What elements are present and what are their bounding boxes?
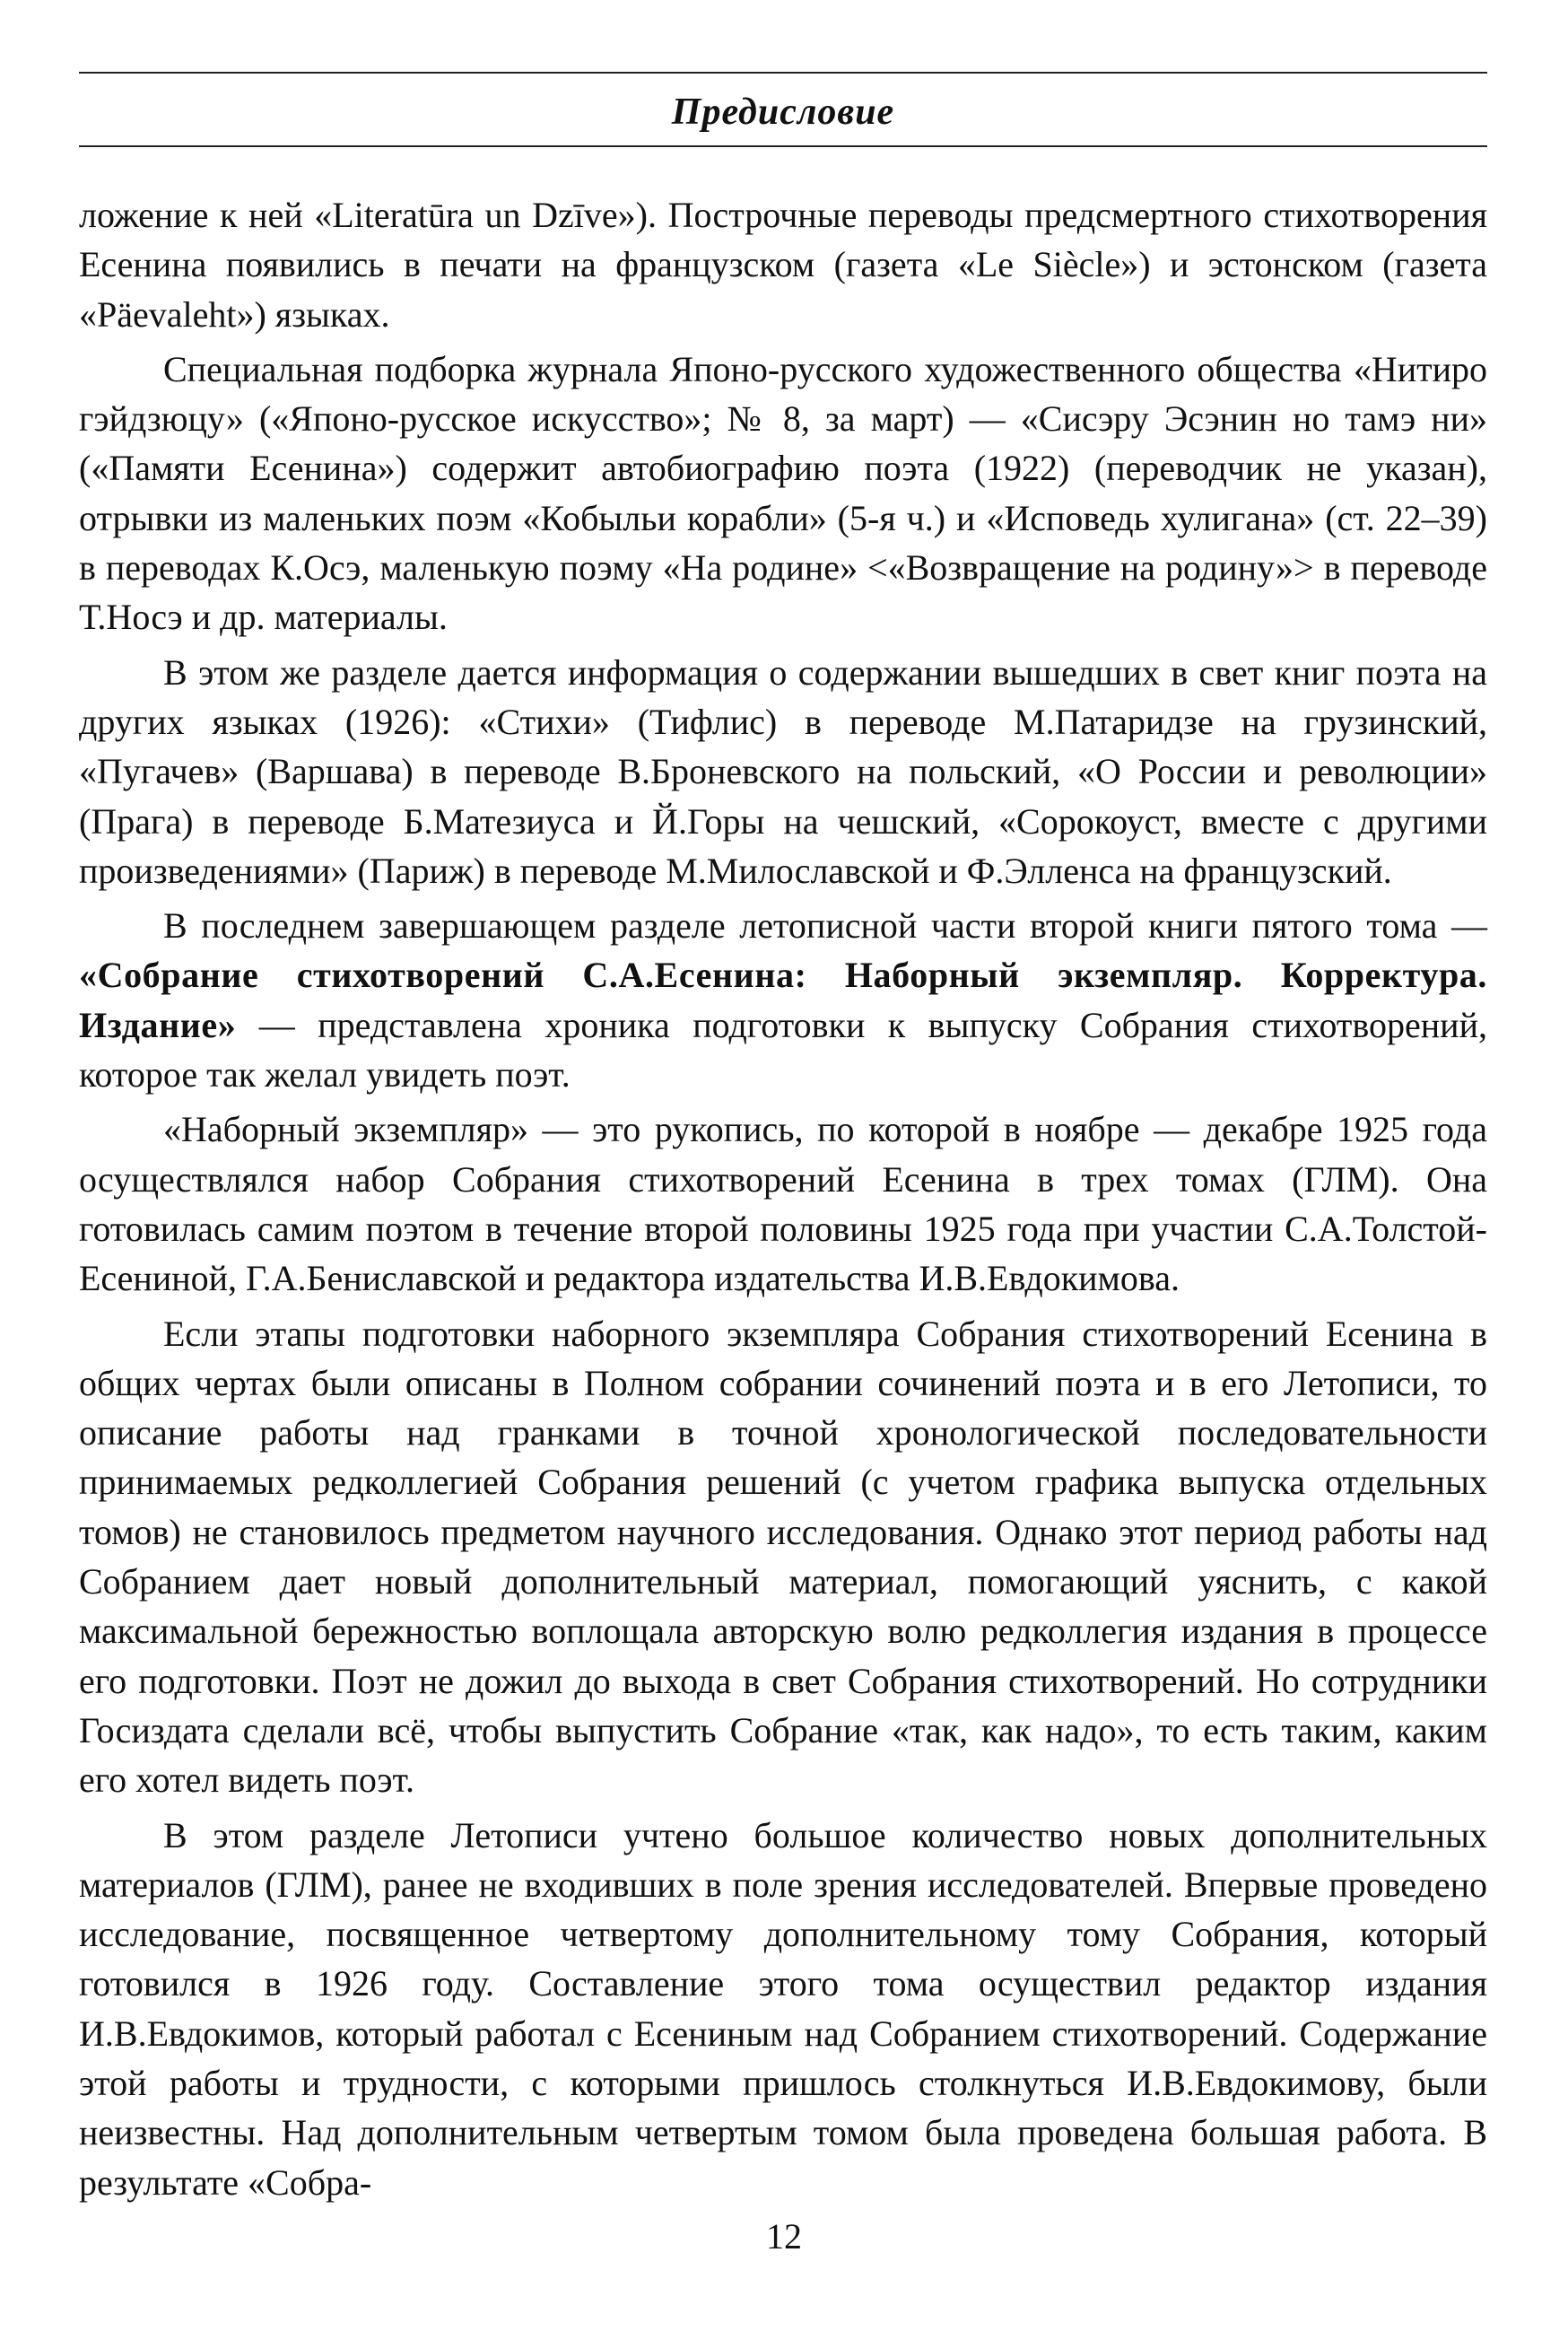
paragraph-5: «Наборный экземпляр» — это рукопись, по которой в ноябре — декабре 1925 года осуществлялся набор Собрания стихотворений Есенина в трех томах (ГЛМ). Она готовилась самим поэтом в течение второй половины 1925 года при участии С.А.Толстой-Есениной, Г.А.Бениславской и редактора издательства И.В.Евдокимова. bbox=[79, 1109, 1487, 1299]
paragraph-2: Специальная подборка журнала Японо-русского художественного общества «Нитиро гэйдзюцу» («Японо-русское искусство»; № 8, за март) — «Сисэру Эсэнин но тамэ ни» («Памяти Есенина») содержит автобиографию поэта (1922) (переводчик не указан), отрывки из маленьких поэм «Кобыльи корабли» (5-я ч.) и «Исповедь хулигана» (ст. 22–39) в переводах К.Осэ, маленькую поэму «На родине» <«Возвращение на родину»> в переводе Т.Носэ и др. материалы. bbox=[79, 348, 1487, 638]
body-text bbox=[79, 190, 1487, 2207]
paragraph-4 bbox=[79, 901, 1487, 1099]
paragraph-3: В этом же разделе дается информация о содержании вышедших в свет книг поэта на других языках (1926): «Стихи» (Тифлис) в переводе М.Патаридзе на грузинский, «Пугачев» (Варшава) в переводе В.Броневского на польский, «О России и революции» (Прага) в переводе Б.Матезиуса и Й.Горы на чешский, «Сорокоуст, вместе с другими произведениями» (Париж) в переводе М.Милославской и Ф.Элленса на французский. bbox=[79, 651, 1487, 891]
paragraph-1: ложение к ней «Literatūra un Dzīve»). Построчные переводы предсмертного стихотворения Есенина появились в печати на французском (газета «Le Siècle») и эстонском (газета «Päevaleht») языках. bbox=[79, 195, 1487, 335]
header-top-rule bbox=[79, 72, 1487, 74]
paragraph-7: В этом разделе Летописи учтено большое количество новых дополнительных материалов (ГЛМ), ранее не входивших в поле зрения исследователей. Впервые проведено исследование, посвященное четвертому дополнительному тому Собрания, который готовился в 1926 году. Составление этого тома осуществил редактор издания И.В.Евдокимов, который работал с Есениным над Собранием стихотворений. Содержание этой работы и трудности, с которыми пришлось столкнуться И.В.Евдокимову, были неизвестны. Над дополнительным четвертым томом была проведена большая работа. В результате «Собра- bbox=[79, 1814, 1487, 2203]
paragraph-6: Если этапы подготовки наборного экземпляра Собрания стихотворений Есенина в общих чертах были описаны в Полном собрании сочинений поэта и в его Летописи, то описание работы над гранками в точной хронологической последовательности принимаемых редколлегией Собрания решений (с учетом графика выпуска отдельных томов) не становилось предметом научного исследования. Однако этот период работы над Собранием дает новый дополнительный материал, помогающий уяснить, с какой максимальной бережностью воплощала авторскую волю редколлегия издания в процессе его подготовки. Поэт не дожил до выхода в свет Собрания стихотворений. Но сотрудники Госиздата сделали всё, чтобы выпустить Собрание «так, как надо», то есть таким, каким его хотел видеть поэт. bbox=[79, 1313, 1487, 1801]
section-title-bold: «Собрание стихотворений С.А.Есенина: Наборный экземпляр. Корректура. Издание» bbox=[79, 955, 1487, 1045]
paragraph-4-lead: В последнем завершающем разделе летописной части второй книги пятого тома — bbox=[163, 905, 1487, 947]
page-number: 12 bbox=[766, 2216, 802, 2257]
running-header-title: Предисловие bbox=[671, 92, 895, 133]
paragraph-4-tail: — представлена хроника подготовки к выпуску Собрания стихотворений, которое так желал увидеть поэт. bbox=[79, 1004, 1487, 1096]
header-bottom-rule bbox=[79, 145, 1487, 147]
